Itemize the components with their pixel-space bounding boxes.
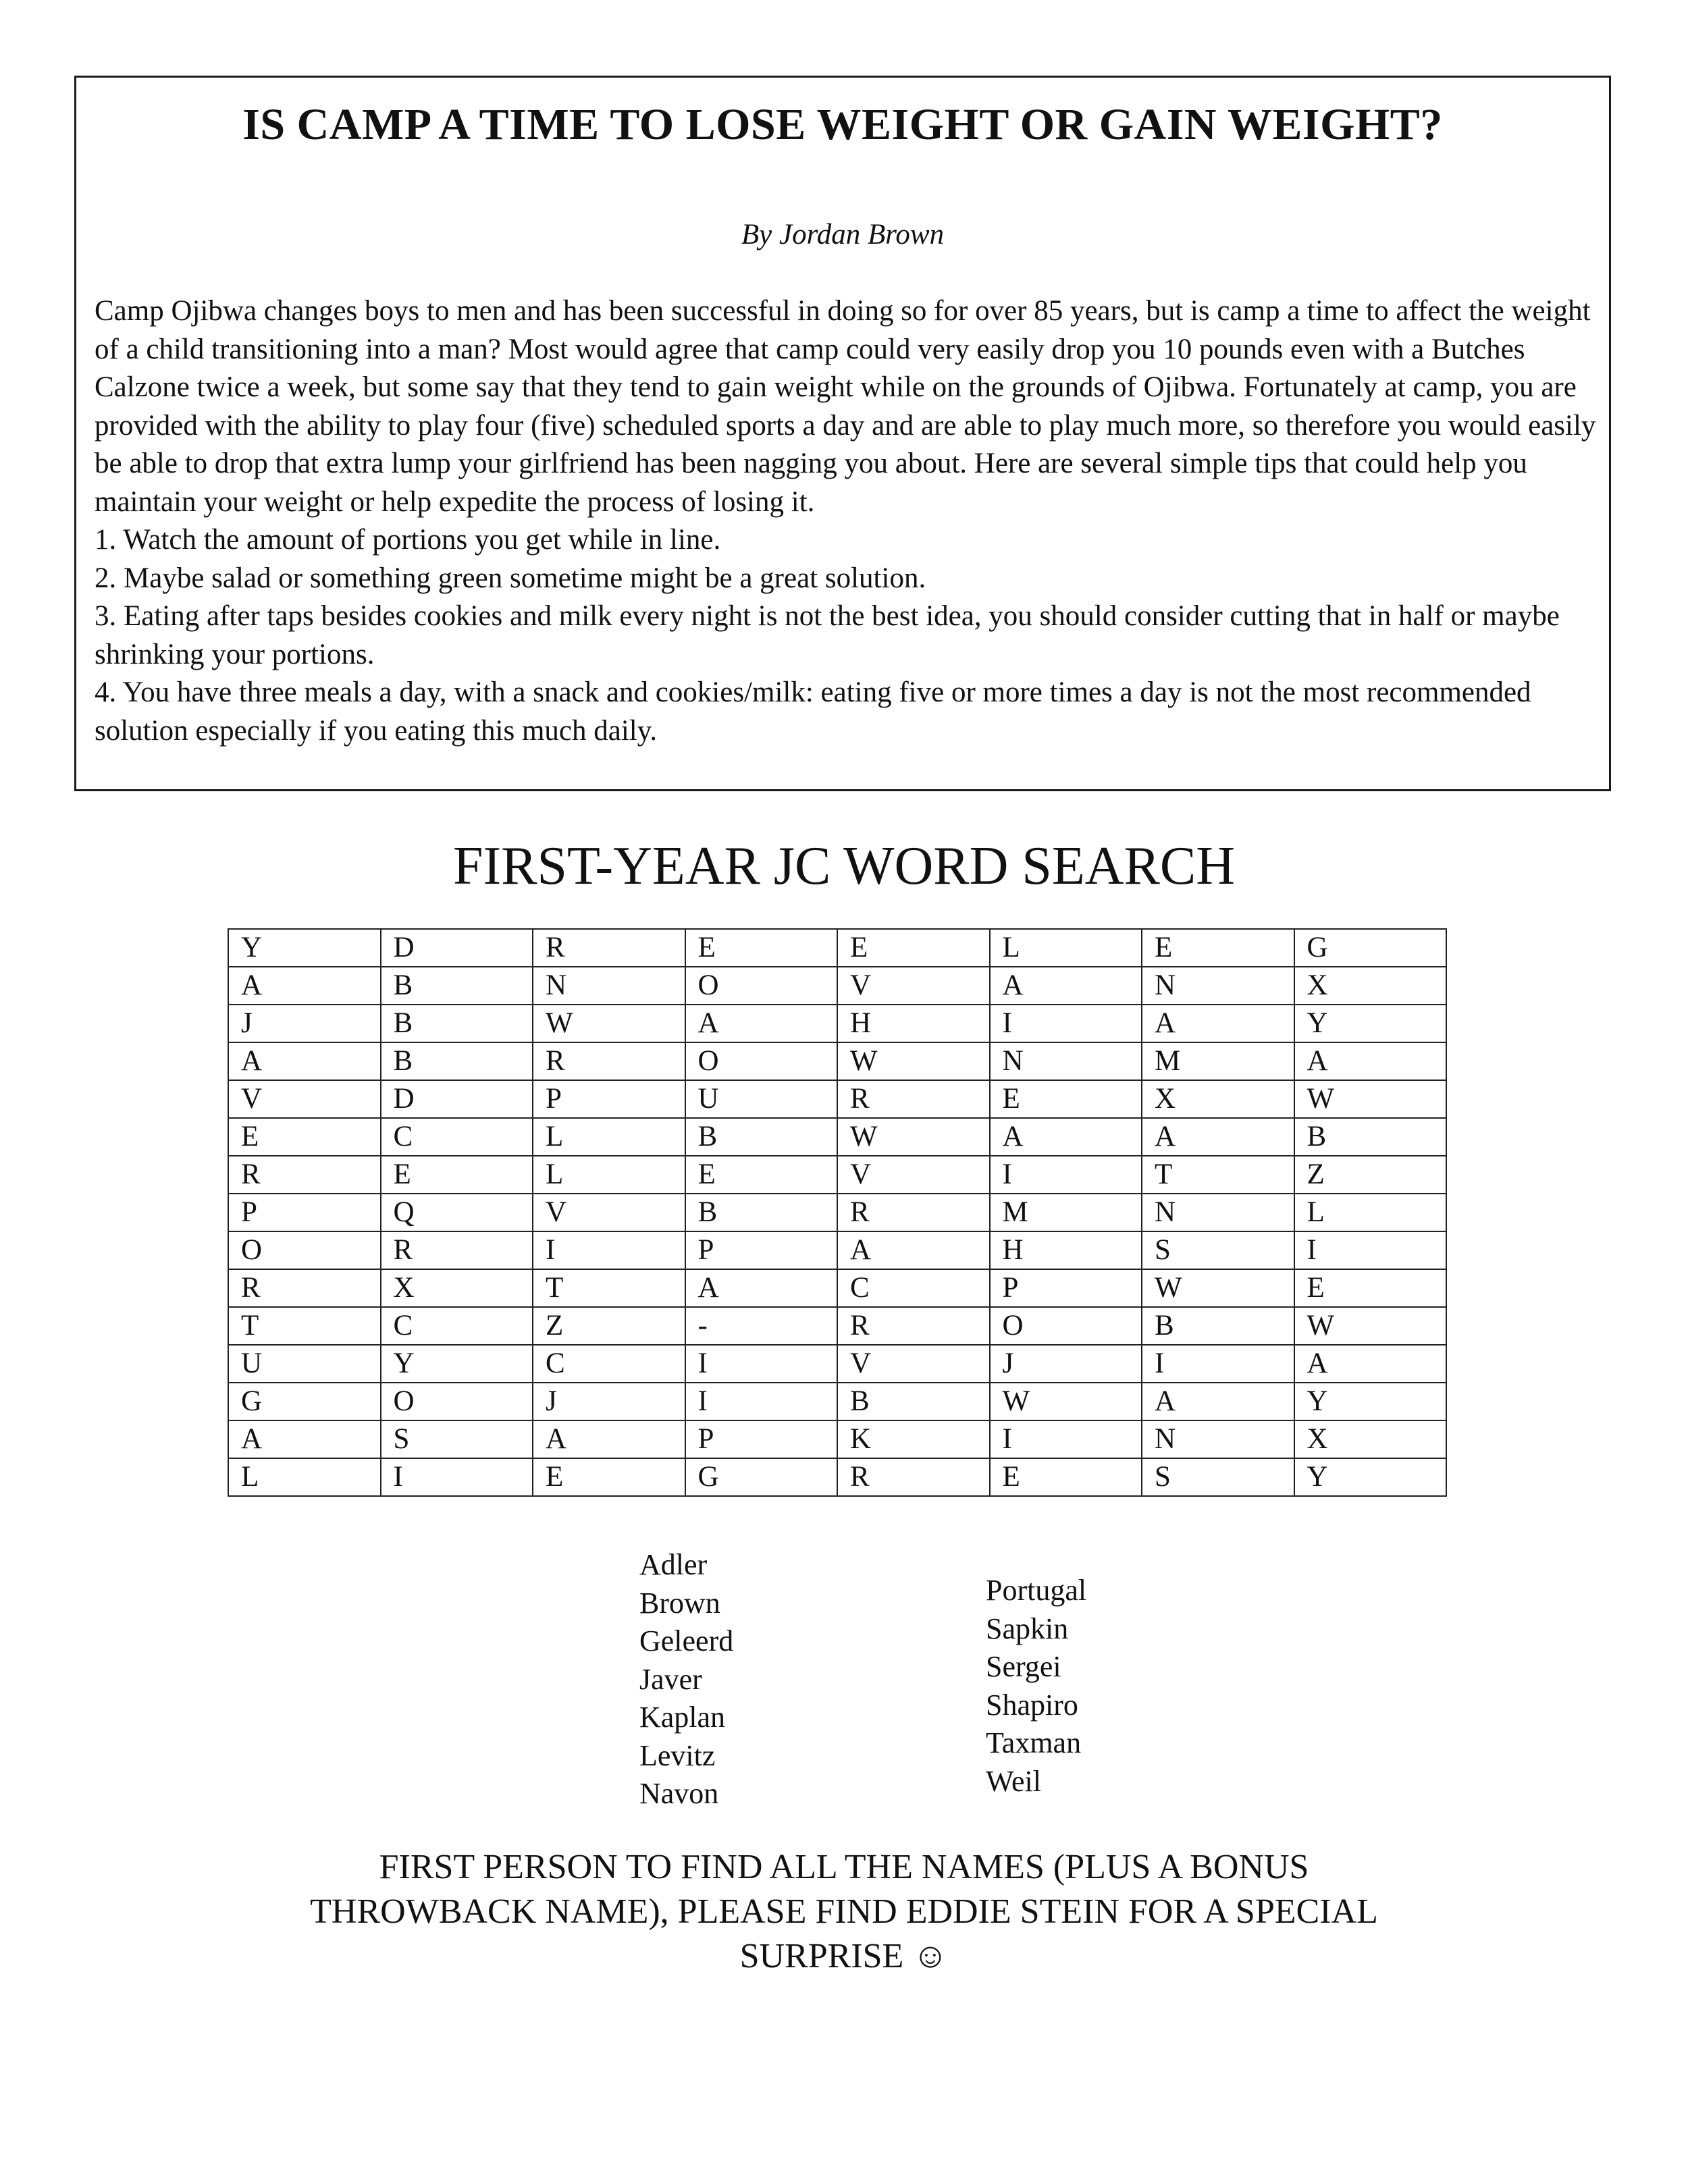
grid-cell: W bbox=[837, 1042, 990, 1080]
grid-row bbox=[228, 1231, 1446, 1269]
grid-cell: A bbox=[837, 1231, 990, 1269]
grid-row bbox=[228, 1156, 1446, 1194]
name-item: Weil bbox=[986, 1764, 1041, 1798]
grid-cell: M bbox=[1142, 1042, 1294, 1080]
grid-cell: N bbox=[1142, 967, 1294, 1005]
article-paragraph: Camp Ojibwa changes boys to men and has been successful in doing so for over 85 years, but is camp a time to affect the weight of a child transitioning into a man? Most would agree that camp could very easily drop you 10 pounds even with a Butches Calzone twice a week, but some say that they tend to gain weight while on the grounds of Ojibwa. Fortunately at camp, you are provided with the ability to play four (five) scheduled sports a day and are able to play much more, so therefore you would easily be able to drop that extra lump your girlfriend has been nagging you about. Here are several simple tips that could help you maintain your weight or help expedite the process of losing it. bbox=[95, 295, 1596, 518]
grid-cell: R bbox=[533, 929, 685, 967]
grid-cell: B bbox=[381, 1005, 533, 1042]
grid-cell: A bbox=[1294, 1042, 1447, 1080]
grid-row bbox=[228, 1383, 1446, 1420]
grid-cell: W bbox=[1142, 1269, 1294, 1307]
grid-cell: D bbox=[381, 929, 533, 967]
grid-cell: A bbox=[228, 1420, 381, 1458]
grid-cell: A bbox=[1294, 1345, 1447, 1383]
grid-cell: V bbox=[228, 1080, 381, 1118]
grid-cell: J bbox=[990, 1345, 1142, 1383]
grid-cell: O bbox=[685, 1042, 838, 1080]
grid-row bbox=[228, 929, 1446, 967]
grid-cell: R bbox=[228, 1269, 381, 1307]
grid-cell: P bbox=[990, 1269, 1142, 1307]
grid-cell: I bbox=[1142, 1345, 1294, 1383]
grid-cell: A bbox=[990, 1118, 1142, 1156]
grid-row bbox=[228, 1458, 1446, 1496]
name-item: Navon bbox=[639, 1777, 719, 1810]
grid-cell: N bbox=[533, 967, 685, 1005]
name-item: Kaplan bbox=[639, 1701, 726, 1734]
grid-cell: P bbox=[685, 1231, 838, 1269]
grid-cell: O bbox=[990, 1307, 1142, 1345]
grid-cell: L bbox=[990, 929, 1142, 967]
grid-cell: Q bbox=[381, 1194, 533, 1231]
grid-cell: Y bbox=[1294, 1005, 1447, 1042]
grid-cell: O bbox=[685, 967, 838, 1005]
instructions-line: FIRST PERSON TO FIND ALL THE NAMES (PLUS A BONUS bbox=[379, 1848, 1309, 1886]
grid-cell: Y bbox=[1294, 1458, 1447, 1496]
grid-cell: E bbox=[228, 1118, 381, 1156]
name-item: Portugal bbox=[986, 1574, 1087, 1607]
grid-cell: E bbox=[1142, 929, 1294, 967]
grid-cell: K bbox=[837, 1420, 990, 1458]
grid-cell: P bbox=[685, 1420, 838, 1458]
grid-cell: J bbox=[228, 1005, 381, 1042]
grid-cell: M bbox=[990, 1194, 1142, 1231]
grid-cell: E bbox=[1294, 1269, 1447, 1307]
grid-cell: N bbox=[1142, 1420, 1294, 1458]
grid-row bbox=[228, 1420, 1446, 1458]
grid-cell: S bbox=[1142, 1231, 1294, 1269]
grid-cell: Y bbox=[1294, 1383, 1447, 1420]
grid-cell: A bbox=[990, 967, 1142, 1005]
name-list-right bbox=[986, 1572, 1086, 1801]
article-title: IS CAMP A TIME TO LOSE WEIGHT OR GAIN WEIGHT? bbox=[242, 100, 1443, 149]
name-item: Javer bbox=[639, 1662, 702, 1696]
grid-cell: I bbox=[990, 1156, 1142, 1194]
grid-cell: N bbox=[1142, 1194, 1294, 1231]
grid-cell: R bbox=[837, 1458, 990, 1496]
grid-cell: H bbox=[990, 1231, 1142, 1269]
grid-cell: R bbox=[533, 1042, 685, 1080]
grid-cell: E bbox=[533, 1458, 685, 1496]
grid-cell: G bbox=[1294, 929, 1447, 967]
grid-cell: V bbox=[533, 1194, 685, 1231]
grid-cell: X bbox=[1294, 967, 1447, 1005]
grid-cell: A bbox=[533, 1420, 685, 1458]
article-box bbox=[74, 76, 1611, 791]
grid-cell: I bbox=[990, 1005, 1142, 1042]
grid-cell: Y bbox=[228, 929, 381, 967]
grid-cell: B bbox=[685, 1194, 838, 1231]
grid-cell: L bbox=[228, 1458, 381, 1496]
grid-row bbox=[228, 1118, 1446, 1156]
name-item: Shapiro bbox=[986, 1688, 1078, 1722]
grid-cell: U bbox=[685, 1080, 838, 1118]
grid-cell: I bbox=[1294, 1231, 1447, 1269]
grid-cell: X bbox=[1294, 1420, 1447, 1458]
grid-cell: T bbox=[228, 1307, 381, 1345]
grid-cell: R bbox=[837, 1080, 990, 1118]
grid-cell: X bbox=[381, 1269, 533, 1307]
grid-cell: B bbox=[837, 1383, 990, 1420]
grid-cell: A bbox=[1142, 1383, 1294, 1420]
instructions-line: THROWBACK NAME), PLEASE FIND EDDIE STEIN FOR A SPECIAL bbox=[310, 1892, 1378, 1931]
grid-cell: I bbox=[685, 1383, 838, 1420]
grid-row bbox=[228, 1194, 1446, 1231]
grid-cell: J bbox=[533, 1383, 685, 1420]
grid-cell: V bbox=[837, 1345, 990, 1383]
name-item: Sapkin bbox=[986, 1612, 1069, 1645]
grid-cell: P bbox=[533, 1080, 685, 1118]
tip-3: 3. Eating after taps besides cookies and milk every night is not the best idea, you should consider cutting that in half or maybe shrinking your portions. bbox=[95, 600, 1560, 670]
grid-row bbox=[228, 1005, 1446, 1042]
name-item: Sergei bbox=[986, 1650, 1061, 1683]
grid-cell: O bbox=[228, 1231, 381, 1269]
name-item: Geleerd bbox=[639, 1624, 734, 1657]
grid-cell: G bbox=[228, 1383, 381, 1420]
grid-cell: S bbox=[381, 1420, 533, 1458]
grid-cell: D bbox=[381, 1080, 533, 1118]
grid-cell: V bbox=[837, 967, 990, 1005]
grid-cell: I bbox=[533, 1231, 685, 1269]
grid-cell: E bbox=[381, 1156, 533, 1194]
name-item: Levitz bbox=[639, 1738, 716, 1772]
grid-cell: T bbox=[533, 1269, 685, 1307]
grid-cell: R bbox=[837, 1194, 990, 1231]
grid-cell: B bbox=[685, 1118, 838, 1156]
grid-cell: T bbox=[1142, 1156, 1294, 1194]
grid-cell: B bbox=[381, 1042, 533, 1080]
grid-cell: N bbox=[990, 1042, 1142, 1080]
tip-2: 2. Maybe salad or something green sometime might be a great solution. bbox=[95, 562, 926, 594]
instructions-line: SURPRISE ☺ bbox=[739, 1937, 949, 1975]
grid-row bbox=[228, 967, 1446, 1005]
grid-cell: R bbox=[381, 1231, 533, 1269]
grid-cell: P bbox=[228, 1194, 381, 1231]
grid-cell: I bbox=[990, 1420, 1142, 1458]
grid-cell: G bbox=[685, 1458, 838, 1496]
grid-cell: R bbox=[228, 1156, 381, 1194]
grid-cell: V bbox=[837, 1156, 990, 1194]
grid-cell: W bbox=[533, 1005, 685, 1042]
grid-cell: C bbox=[533, 1345, 685, 1383]
grid-cell: E bbox=[685, 1156, 838, 1194]
grid-cell: C bbox=[381, 1118, 533, 1156]
grid-cell: L bbox=[533, 1156, 685, 1194]
grid-cell: L bbox=[533, 1118, 685, 1156]
grid-row bbox=[228, 1269, 1446, 1307]
grid-cell: W bbox=[1294, 1307, 1447, 1345]
article-byline: By Jordan Brown bbox=[741, 219, 945, 250]
grid-cell: R bbox=[837, 1307, 990, 1345]
grid-cell: - bbox=[685, 1307, 838, 1345]
grid-cell: Z bbox=[533, 1307, 685, 1345]
grid-cell: A bbox=[685, 1005, 838, 1042]
grid-cell: S bbox=[1142, 1458, 1294, 1496]
grid-cell: B bbox=[381, 967, 533, 1005]
grid-cell: E bbox=[990, 1080, 1142, 1118]
grid-cell: I bbox=[381, 1458, 533, 1496]
grid-row bbox=[228, 1042, 1446, 1080]
grid-cell: E bbox=[990, 1458, 1142, 1496]
tip-1: 1. Watch the amount of portions you get while in line. bbox=[95, 524, 721, 556]
word-search-title: FIRST-YEAR JC WORD SEARCH bbox=[452, 836, 1235, 896]
grid-cell: A bbox=[685, 1269, 838, 1307]
grid-cell: W bbox=[990, 1383, 1142, 1420]
name-item: Taxman bbox=[986, 1726, 1082, 1759]
grid-cell: B bbox=[1142, 1307, 1294, 1345]
contest-instructions bbox=[203, 1845, 1485, 1979]
grid-cell: C bbox=[381, 1307, 533, 1345]
grid-cell: X bbox=[1142, 1080, 1294, 1118]
tip-4: 4. You have three meals a day, with a snack and cookies/milk: eating five or more times a day is not the most recommended solution especially if you eating this much daily. bbox=[95, 676, 1531, 747]
article-body bbox=[95, 292, 1604, 750]
grid-cell: Y bbox=[381, 1345, 533, 1383]
name-list-left bbox=[639, 1546, 733, 1813]
grid-row bbox=[228, 1345, 1446, 1383]
grid-cell: A bbox=[1142, 1118, 1294, 1156]
grid-row bbox=[228, 1307, 1446, 1345]
grid-row bbox=[228, 1080, 1446, 1118]
grid-cell: A bbox=[228, 1042, 381, 1080]
grid-cell: O bbox=[381, 1383, 533, 1420]
grid-cell: Z bbox=[1294, 1156, 1447, 1194]
grid-cell: B bbox=[1294, 1118, 1447, 1156]
grid-cell: A bbox=[228, 967, 381, 1005]
grid-cell: E bbox=[837, 929, 990, 967]
grid-cell: H bbox=[837, 1005, 990, 1042]
grid-cell: L bbox=[1294, 1194, 1447, 1231]
word-search-grid bbox=[228, 928, 1447, 1497]
grid-cell: E bbox=[685, 929, 838, 967]
grid-cell: W bbox=[837, 1118, 990, 1156]
grid-cell: U bbox=[228, 1345, 381, 1383]
grid-cell: I bbox=[685, 1345, 838, 1383]
grid-cell: C bbox=[837, 1269, 990, 1307]
name-item: Adler bbox=[639, 1548, 708, 1581]
grid-cell: A bbox=[1142, 1005, 1294, 1042]
name-item: Brown bbox=[639, 1586, 720, 1620]
grid-cell: W bbox=[1294, 1080, 1447, 1118]
